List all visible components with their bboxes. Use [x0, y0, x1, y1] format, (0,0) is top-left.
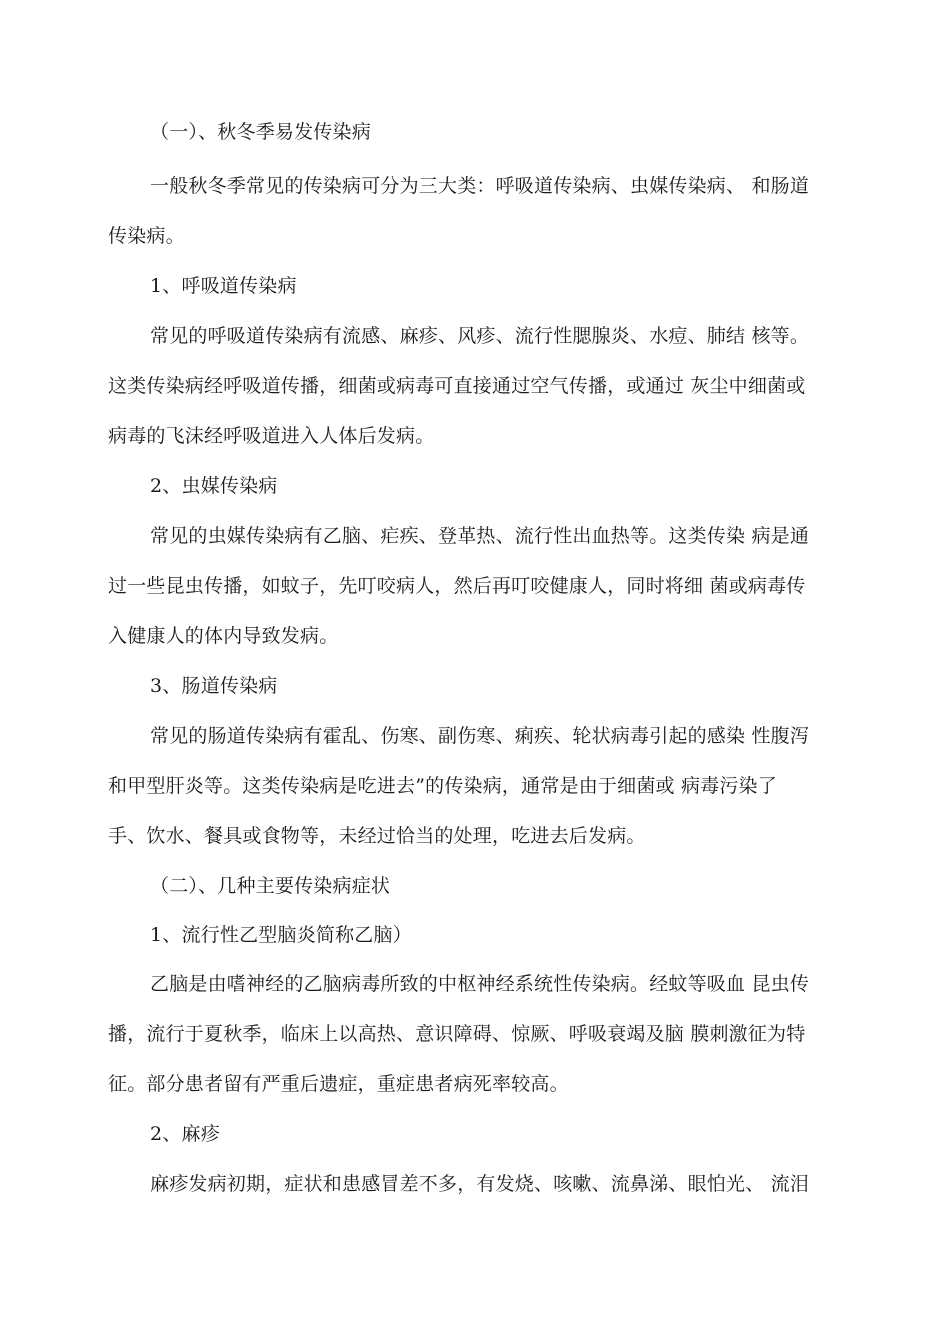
paragraph-line: 播，流行于夏秋季，临床上以高热、意识障碍、惊厥、呼吸衰竭及脑 膜刺激征为特 [108, 1023, 806, 1045]
subheading-measles: 2、麻疹 [150, 1123, 220, 1145]
paragraph-line: 乙脑是由嗜神经的乙脑病毒所致的中枢神经系统性传染病。经蚊等吸血 昆虫传 [150, 973, 810, 995]
section-heading-1: （一）、秋冬季易发传染病 [150, 121, 371, 143]
paragraph-line: 入健康人的体内导致发病。 [108, 625, 339, 647]
paragraph-line: 一般秋冬季常见的传染病可分为三大类：呼吸道传染病、虫媒传染病、 和肠道 [150, 175, 810, 197]
paragraph-line: 病毒的飞沫经呼吸道进入人体后发病。 [108, 425, 435, 447]
paragraph-line: 传染病。 [108, 225, 185, 247]
paragraph-line: 常见的呼吸道传染病有流感、麻疹、风疹、流行性腮腺炎、水痘、肺结 核等。 [150, 325, 810, 347]
subheading-respiratory: 1、呼吸道传染病 [150, 275, 297, 297]
subheading-encephalitis: 1、流行性乙型脑炎简称乙脑） [150, 924, 412, 946]
paragraph-line: 和甲型肝炎等。这类传染病是吃进去”的传染病，通常是由于细菌或 病毒污染了 [108, 775, 777, 797]
paragraph-line: 过一些昆虫传播，如蚊子，先叮咬病人，然后再叮咬健康人，同时将细 菌或病毒传 [108, 575, 806, 597]
paragraph-line: 麻疹发病初期，症状和患感冒差不多，有发烧、咳嗽、流鼻涕、眼怕光、 流泪 [150, 1173, 810, 1195]
subheading-intestinal: 3、肠道传染病 [150, 675, 278, 697]
paragraph-line: 常见的虫媒传染病有乙脑、疟疾、登革热、流行性出血热等。这类传染 病是通 [150, 525, 810, 547]
section-heading-2: （二）、几种主要传染病症状 [150, 875, 391, 897]
paragraph-line: 手、饮水、餐具或食物等，未经过恰当的处理，吃进去后发病。 [108, 825, 646, 847]
paragraph-line: 常见的肠道传染病有霍乱、伤寒、副伤寒、痢疾、轮状病毒引起的感染 性腹泻 [150, 725, 810, 747]
paragraph-line: 这类传染病经呼吸道传播，细菌或病毒可直接通过空气传播，或通过 灰尘中细菌或 [108, 375, 806, 397]
paragraph-line: 征。部分患者留有严重后遗症，重症患者病死率较高。 [108, 1073, 569, 1095]
subheading-insect-borne: 2、虫媒传染病 [150, 475, 278, 497]
